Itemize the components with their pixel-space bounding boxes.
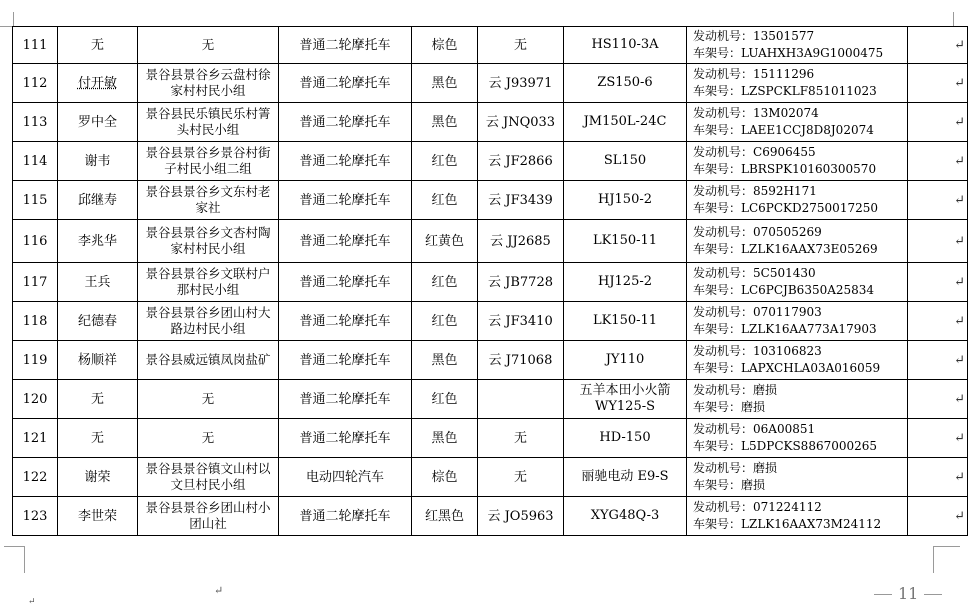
frame-number-label: 车架号： <box>693 400 742 414</box>
engine-number-value: C6906455 <box>753 145 816 159</box>
frame-number-label: 车架号： <box>693 46 742 60</box>
engine-number-value: 071224112 <box>753 500 822 514</box>
vehicle-model-cell: HJ125-2 <box>564 263 687 302</box>
frame-number-value: LZSPCKLF851011023 <box>741 84 877 98</box>
engine-frame-cell <box>687 103 908 142</box>
address-cell: 景谷县景谷乡文东村老家社 <box>138 181 279 220</box>
crop-mark-bottom-right <box>933 546 960 573</box>
paragraph-mark: ↵ <box>214 584 224 597</box>
engine-frame-cell <box>687 341 908 380</box>
row-number-cell: 112 <box>13 64 58 103</box>
engine-number-value: 磨损 <box>753 383 778 397</box>
table-row <box>13 341 968 380</box>
row-number-cell: 111 <box>13 27 58 64</box>
vehicle-type-cell: 普通二轮摩托车 <box>279 64 412 103</box>
vehicle-type-cell: 普通二轮摩托车 <box>279 27 412 64</box>
owner-name-cell: 谢韦 <box>58 142 138 181</box>
engine-number-label: 发动机号： <box>693 383 754 397</box>
table-row <box>13 220 968 263</box>
engine-number-label: 发动机号： <box>693 67 754 81</box>
vehicle-color-cell: 红色 <box>412 380 478 419</box>
table-body <box>13 27 968 536</box>
vehicle-model-cell: LK150-11 <box>564 302 687 341</box>
vehicle-model-cell: HJ150-2 <box>564 181 687 220</box>
vehicle-type-cell: 普通二轮摩托车 <box>279 181 412 220</box>
vehicle-color-cell: 黑色 <box>412 341 478 380</box>
row-number-cell: 114 <box>13 142 58 181</box>
table-row <box>13 302 968 341</box>
engine-number-line <box>693 265 905 282</box>
owner-name-cell: 纪德春 <box>58 302 138 341</box>
owner-name-cell: 付开敏 <box>58 64 138 103</box>
plate-number-cell: 无 <box>478 27 564 64</box>
owner-name-cell: 无 <box>58 27 138 64</box>
vehicle-type-cell: 普通二轮摩托车 <box>279 419 412 458</box>
engine-number-label: 发动机号： <box>693 106 754 120</box>
frame-number-line <box>693 282 905 299</box>
frame-number-label: 车架号： <box>693 242 742 256</box>
paragraph-mark-cell: ↵ <box>908 380 968 419</box>
engine-number-value: 13M02074 <box>753 106 819 120</box>
row-number-cell: 121 <box>13 419 58 458</box>
frame-number-label: 车架号： <box>693 162 742 176</box>
frame-number-label: 车架号： <box>693 322 742 336</box>
vehicle-model-cell: HS110-3A <box>564 27 687 64</box>
owner-name-cell: 无 <box>58 380 138 419</box>
engine-frame-cell <box>687 27 908 64</box>
frame-number-value: LC6PCKD2750017250 <box>741 201 878 215</box>
row-number-cell: 116 <box>13 220 58 263</box>
address-cell: 景谷县威远镇凤岗盐矿 <box>138 341 279 380</box>
vehicle-color-cell: 黑色 <box>412 64 478 103</box>
frame-number-line <box>693 200 905 217</box>
frame-number-label: 车架号： <box>693 361 742 375</box>
frame-number-value: 磨损 <box>741 400 766 414</box>
frame-number-value: LAPXCHLA03A016059 <box>741 361 881 375</box>
engine-number-value: 06A00851 <box>753 422 816 436</box>
table-row <box>13 64 968 103</box>
paragraph-mark-cell: ↵ <box>908 419 968 458</box>
plate-number-cell: 云 J93971 <box>478 64 564 103</box>
row-number-cell: 115 <box>13 181 58 220</box>
vehicle-model-cell: HD-150 <box>564 419 687 458</box>
frame-number-value: 磨损 <box>741 478 766 492</box>
vehicle-model-cell: JM150L-24C <box>564 103 687 142</box>
address-cell: 景谷县景谷乡云盘村徐家村村民小组 <box>138 64 279 103</box>
engine-frame-cell <box>687 64 908 103</box>
vehicle-color-cell: 棕色 <box>412 27 478 64</box>
owner-name-cell: 罗中全 <box>58 103 138 142</box>
owner-name-cell: 无 <box>58 419 138 458</box>
vehicle-model-cell: JY110 <box>564 341 687 380</box>
frame-number-line <box>693 321 905 338</box>
engine-number-line <box>693 421 905 438</box>
address-cell: 景谷县景谷乡文联村户那村民小组 <box>138 263 279 302</box>
address-cell: 景谷县景谷乡文杏村陶家村村民小组 <box>138 220 279 263</box>
owner-name-cell: 李世荣 <box>58 497 138 536</box>
row-number-cell: 118 <box>13 302 58 341</box>
vehicle-model-cell: 五羊本田小火箭 WY125-S <box>564 380 687 419</box>
plate-number-cell: 无 <box>478 458 564 497</box>
frame-number-label: 车架号： <box>693 123 742 137</box>
engine-number-label: 发动机号： <box>693 305 754 319</box>
address-cell: 景谷县景谷乡团山村大路边村民小组 <box>138 302 279 341</box>
paragraph-mark-cell: ↵ <box>908 341 968 380</box>
table-row <box>13 497 968 536</box>
frame-number-line <box>693 161 905 178</box>
frame-number-line <box>693 360 905 377</box>
owner-name-cell: 邱继寿 <box>58 181 138 220</box>
frame-number-value: LBRSPK10160300570 <box>741 162 877 176</box>
engine-number-value: 13501577 <box>753 29 815 43</box>
engine-number-line <box>693 105 905 122</box>
frame-number-label: 车架号： <box>693 283 742 297</box>
engine-frame-cell <box>687 263 908 302</box>
table-row <box>13 103 968 142</box>
frame-number-line <box>693 399 905 416</box>
vehicle-color-cell: 红色 <box>412 142 478 181</box>
table-row <box>13 142 968 181</box>
plate-number-cell <box>478 380 564 419</box>
engine-number-value: 103106823 <box>753 344 822 358</box>
engine-number-value: 8592H171 <box>753 184 817 198</box>
engine-number-label: 发动机号： <box>693 344 754 358</box>
engine-frame-cell <box>687 497 908 536</box>
row-number-cell: 123 <box>13 497 58 536</box>
engine-number-line <box>693 66 905 83</box>
vehicle-register-table <box>12 26 968 536</box>
table-row <box>13 458 968 497</box>
engine-number-line <box>693 499 905 516</box>
engine-number-line <box>693 28 905 45</box>
engine-number-line <box>693 304 905 321</box>
paragraph-mark-cell: ↵ <box>908 64 968 103</box>
page-number-dash-left <box>874 594 892 595</box>
paragraph-mark-cell: ↵ <box>908 263 968 302</box>
frame-number-label: 车架号： <box>693 439 742 453</box>
vehicle-type-cell: 普通二轮摩托车 <box>279 142 412 181</box>
page-number-dash-right <box>924 594 942 595</box>
vehicle-color-cell: 黑色 <box>412 103 478 142</box>
table-row <box>13 181 968 220</box>
vehicle-model-cell: SL150 <box>564 142 687 181</box>
vehicle-type-cell: 普通二轮摩托车 <box>279 263 412 302</box>
frame-number-line <box>693 477 905 494</box>
frame-number-line <box>693 438 905 455</box>
paragraph-mark-cell: ↵ <box>908 103 968 142</box>
vehicle-type-cell: 普通二轮摩托车 <box>279 302 412 341</box>
vehicle-color-cell: 红色 <box>412 181 478 220</box>
plate-number-cell: 云 JNQ033 <box>478 103 564 142</box>
engine-number-value: 070117903 <box>753 305 822 319</box>
paragraph-mark-cell: ↵ <box>908 27 968 64</box>
plate-number-cell: 云 J71068 <box>478 341 564 380</box>
owner-name-cell: 王兵 <box>58 263 138 302</box>
engine-frame-cell <box>687 220 908 263</box>
vehicle-model-cell: 丽驰电动 E9-S <box>564 458 687 497</box>
row-number-cell: 113 <box>13 103 58 142</box>
engine-number-label: 发动机号： <box>693 461 754 475</box>
plate-number-cell: 无 <box>478 419 564 458</box>
plate-number-cell: 云 JF3439 <box>478 181 564 220</box>
frame-number-value: L5DPCKS8867000265 <box>741 439 878 453</box>
row-number-cell: 117 <box>13 263 58 302</box>
address-cell: 无 <box>138 419 279 458</box>
vehicle-type-cell: 普通二轮摩托车 <box>279 497 412 536</box>
address-cell: 无 <box>138 27 279 64</box>
engine-number-label: 发动机号： <box>693 422 754 436</box>
vehicle-color-cell: 红色 <box>412 263 478 302</box>
engine-number-line <box>693 460 905 477</box>
vehicle-color-cell: 棕色 <box>412 458 478 497</box>
address-cell: 景谷县景谷镇文山村以文旦村民小组 <box>138 458 279 497</box>
plate-number-cell: 云 JO5963 <box>478 497 564 536</box>
engine-frame-cell <box>687 142 908 181</box>
engine-number-label: 发动机号： <box>693 184 754 198</box>
frame-number-line <box>693 241 905 258</box>
engine-number-value: 5C501430 <box>753 266 816 280</box>
frame-number-line <box>693 45 905 62</box>
engine-number-value: 磨损 <box>753 461 778 475</box>
engine-number-label: 发动机号： <box>693 225 754 239</box>
table-row <box>13 27 968 64</box>
paragraph-mark-cell: ↵ <box>908 302 968 341</box>
engine-number-label: 发动机号： <box>693 145 754 159</box>
engine-number-line <box>693 224 905 241</box>
engine-frame-cell <box>687 419 908 458</box>
address-cell: 无 <box>138 380 279 419</box>
engine-frame-cell <box>687 302 908 341</box>
engine-frame-cell <box>687 380 908 419</box>
table-row <box>13 263 968 302</box>
owner-name-cell: 杨顺祥 <box>58 341 138 380</box>
vehicle-type-cell: 普通二轮摩托车 <box>279 103 412 142</box>
vehicle-model-cell: LK150-11 <box>564 220 687 263</box>
frame-number-label: 车架号： <box>693 84 742 98</box>
paragraph-mark-cell: ↵ <box>908 181 968 220</box>
frame-number-value: LZLK16AAX73E05269 <box>741 242 878 256</box>
page-number <box>868 584 948 603</box>
owner-name-cell: 李兆华 <box>58 220 138 263</box>
engine-number-line <box>693 183 905 200</box>
page-number-text: 11 <box>898 584 919 603</box>
vehicle-model-cell: ZS150-6 <box>564 64 687 103</box>
row-number-cell: 122 <box>13 458 58 497</box>
engine-frame-cell <box>687 458 908 497</box>
vehicle-type-cell: 普通二轮摩托车 <box>279 380 412 419</box>
paragraph-mark-cell: ↵ <box>908 458 968 497</box>
vehicle-type-cell: 普通二轮摩托车 <box>279 341 412 380</box>
vehicle-color-cell: 黑色 <box>412 419 478 458</box>
engine-number-label: 发动机号： <box>693 266 754 280</box>
vehicle-type-cell: 普通二轮摩托车 <box>279 220 412 263</box>
vehicle-model-cell: XYG48Q-3 <box>564 497 687 536</box>
plate-number-cell: 云 JJ2685 <box>478 220 564 263</box>
address-cell: 景谷县景谷乡景谷村街子村民小组二组 <box>138 142 279 181</box>
plate-number-cell: 云 JF2866 <box>478 142 564 181</box>
frame-number-label: 车架号： <box>693 201 742 215</box>
owner-name-cell: 谢荣 <box>58 458 138 497</box>
engine-number-line <box>693 343 905 360</box>
address-cell: 景谷县景谷乡团山村小团山社 <box>138 497 279 536</box>
frame-number-label: 车架号： <box>693 517 742 531</box>
plate-number-cell: 云 JB7728 <box>478 263 564 302</box>
row-number-cell: 119 <box>13 341 58 380</box>
address-cell: 景谷县民乐镇民乐村箐头村民小组 <box>138 103 279 142</box>
engine-number-line <box>693 144 905 161</box>
crop-mark-bottom-left <box>4 546 25 573</box>
row-number-cell: 120 <box>13 380 58 419</box>
vehicle-color-cell: 红黑色 <box>412 497 478 536</box>
paragraph-mark-cell: ↵ <box>908 497 968 536</box>
engine-number-value: 15111296 <box>753 67 815 81</box>
plate-number-cell: 云 JF3410 <box>478 302 564 341</box>
vehicle-color-cell: 红色 <box>412 302 478 341</box>
paragraph-mark-small: ↵ <box>28 597 36 607</box>
crop-mark-top-left <box>0 12 14 27</box>
frame-number-value: LZLK16AAX73M24112 <box>741 517 882 531</box>
frame-number-line <box>693 122 905 139</box>
engine-frame-cell <box>687 181 908 220</box>
vehicle-type-cell: 电动四轮汽车 <box>279 458 412 497</box>
frame-number-value: LC6PCJB6350A25834 <box>741 283 875 297</box>
paragraph-mark-cell: ↵ <box>908 142 968 181</box>
frame-number-value: LUAHXH3A9G1000475 <box>741 46 884 60</box>
frame-number-label: 车架号： <box>693 478 742 492</box>
frame-number-line <box>693 516 905 533</box>
crop-mark-top-right <box>953 12 967 27</box>
table-row <box>13 380 968 419</box>
engine-number-label: 发动机号： <box>693 500 754 514</box>
frame-number-line <box>693 83 905 100</box>
frame-number-value: LAEE1CCJ8D8J02074 <box>741 123 874 137</box>
frame-number-value: LZLK16AA773A17903 <box>741 322 877 336</box>
paragraph-mark-cell: ↵ <box>908 220 968 263</box>
engine-number-line <box>693 382 905 399</box>
engine-number-label: 发动机号： <box>693 29 754 43</box>
engine-number-value: 070505269 <box>753 225 822 239</box>
vehicle-color-cell: 红黄色 <box>412 220 478 263</box>
table-row <box>13 419 968 458</box>
